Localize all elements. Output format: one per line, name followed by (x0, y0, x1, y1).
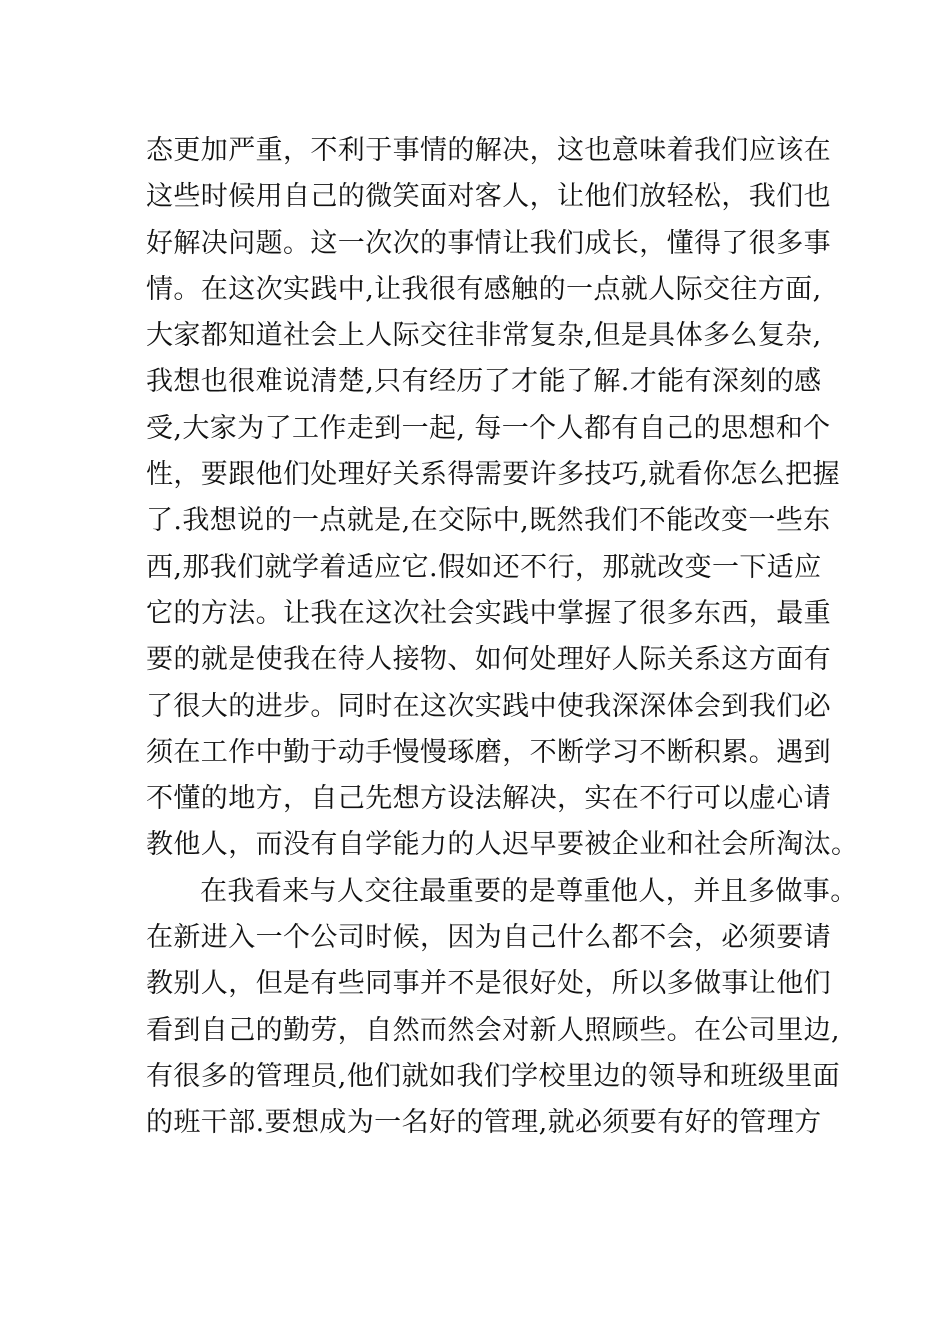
text-line: 有很多的管理员,他们就如我们学校里边的领导和班级里面 (146, 1060, 840, 1092)
text-line: 好解决问题。这一次次的事情让我们成长，懂得了很多事 (146, 227, 831, 259)
text-line: 它的方法。让我在这次社会实践中掌握了很多东西，最重 (146, 597, 831, 629)
text-line: 性，要跟他们处理好关系得需要许多技巧,就看你怎么把握 (146, 459, 840, 491)
text-line: 态更加严重，不利于事情的解决，这也意味着我们应该在 (146, 135, 831, 166)
text-line: 看到自己的勤劳，自然而然会对新人照顾些。在公司里边, (146, 1014, 840, 1046)
text-line: 受,大家为了工作走到一起, 每一个人都有自己的思想和个 (146, 412, 831, 444)
text-line: 要的就是使我在待人接物、如何处理好人际关系这方面有 (146, 644, 831, 676)
text-line: 须在工作中勤于动手慢慢琢磨，不断学习不断积累。遇到 (146, 736, 831, 768)
text-line: 教他人，而没有自学能力的人迟早要被企业和社会所淘汰。 (146, 829, 859, 861)
text-line: 了很大的进步。同时在这次实践中使我深深体会到我们必 (146, 690, 831, 722)
text-line: 情。在这次实践中,让我很有感触的一点就人际交往方面, (146, 273, 822, 305)
text-line: 不懂的地方，自己先想方设法解决，实在不行可以虚心请 (146, 783, 831, 815)
text-line: 西,那我们就学着适应它.假如还不行，那就改变一下适应 (146, 551, 822, 583)
body-text (146, 128, 859, 1147)
paragraph-start-line: 在我看来与人交往最重要的是尊重他人，并且多做事。 (200, 875, 858, 907)
text-line: 大家都知道社会上人际交往非常复杂,但是具体多么复杂, (146, 320, 822, 352)
text-line: 在新进入一个公司时候，因为自己什么都不会，必须要请 (146, 922, 831, 954)
text-line: 教别人，但是有些同事并不是很好处，所以多做事让他们 (146, 968, 831, 1000)
text-line: 了.我想说的一点就是,在交际中,既然我们不能改变一些东 (146, 505, 831, 537)
text-line: 的班干部.要想成为一名好的管理,就必须要有好的管理方 (146, 1107, 822, 1139)
text-line: 这些时候用自己的微笑面对客人，让他们放轻松，我们也 (146, 181, 831, 213)
text-line: 我想也很难说清楚,只有经历了才能了解.才能有深刻的感 (146, 366, 822, 398)
